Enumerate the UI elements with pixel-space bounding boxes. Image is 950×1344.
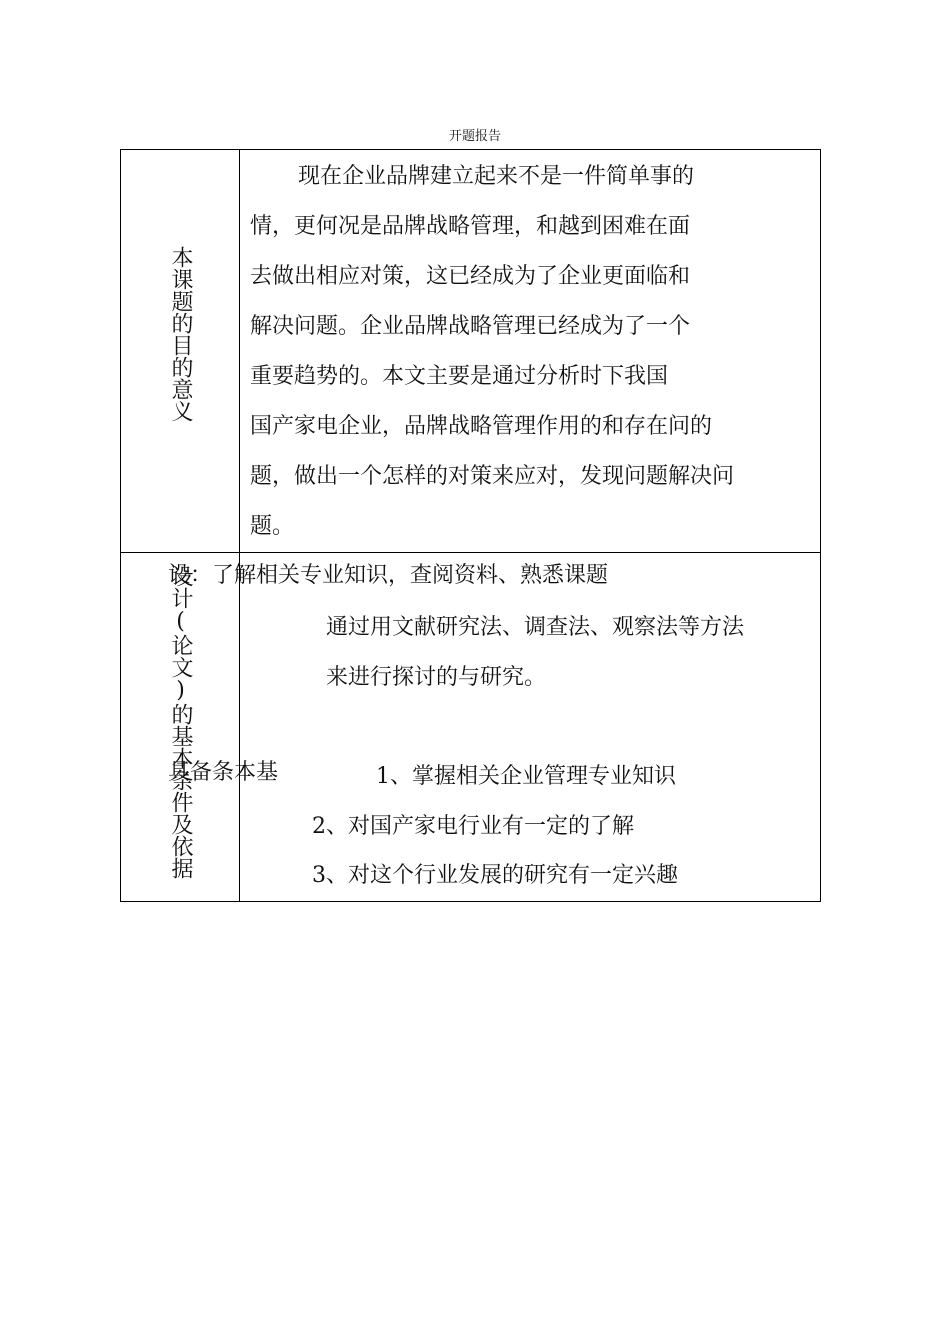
conditions-overlay-top: 设：了解相关专业知识，查阅资料、熟悉课题 (168, 563, 609, 588)
conditions-line: 3、对这个行业发展的研究有一定兴趣 (312, 863, 678, 888)
content-cell-conditions (240, 553, 821, 902)
page-header: 开题报告 (448, 129, 501, 144)
label-cell-conditions (121, 553, 240, 902)
conditions-line: 通过用文献研究法、调查法、观察法等方法 (326, 615, 745, 640)
conditions-line: 来进行探讨的与研究。 (326, 665, 547, 690)
conditions-line: 1、掌握相关企业管理专业知识 (376, 764, 676, 789)
purpose-line: 解决问题。企业品牌战略管理已经成为了一个 (250, 314, 691, 339)
purpose-line: 国产家电企业，品牌战略管理作用的和存在问的 (250, 414, 713, 439)
row-label-purpose: 本课题的目的意义 (168, 246, 193, 422)
purpose-line: 题，做出一个怎样的对策来应对，发现问题解决问 (250, 464, 735, 489)
content-cell-purpose (240, 150, 821, 553)
conditions-overlay-mid: 具备条本基 (168, 760, 279, 785)
row-label-conditions: 设计(论文)的基本条件及依据 (168, 565, 193, 879)
table-row (121, 150, 821, 553)
purpose-line: 重要趋势的。本文主要是通过分析时下我国 (250, 364, 669, 389)
purpose-line: 题。 (250, 514, 295, 539)
label-cell-purpose (121, 150, 240, 553)
table-row (121, 553, 821, 902)
purpose-line: 去做出相应对策，这已经成为了企业更面临和 (250, 264, 691, 289)
conditions-block (240, 553, 820, 901)
purpose-line: 情，更何况是品牌战略管理，和越到困难在面 (250, 214, 691, 239)
purpose-text (240, 150, 820, 552)
purpose-line: 现在企业品牌建立起来不是一件简单事的 (298, 164, 695, 189)
conditions-line: 2、对国产家电行业有一定的了解 (312, 814, 634, 839)
report-table (120, 149, 821, 902)
